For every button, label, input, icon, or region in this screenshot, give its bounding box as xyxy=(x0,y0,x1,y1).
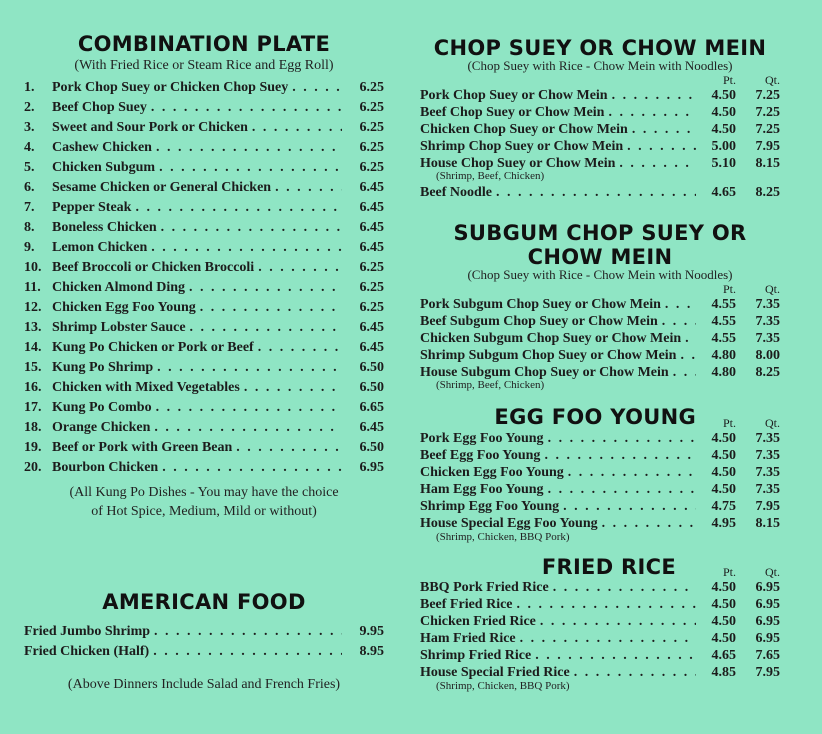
list-item xyxy=(24,622,384,642)
subgum-size-header xyxy=(420,283,780,296)
dot-leader xyxy=(548,481,696,498)
item-price: 6.50 xyxy=(359,360,384,376)
chop-suey-size-header xyxy=(420,74,780,87)
dot-leader xyxy=(161,218,342,238)
item-name: Lemon Chicken xyxy=(52,240,148,256)
item-name: Beef Fried Rice xyxy=(420,596,513,612)
list-item xyxy=(420,515,780,532)
quart-price: 7.65 xyxy=(755,647,780,663)
dot-leader xyxy=(258,338,342,358)
dot-leader xyxy=(619,155,696,172)
item-number: 14. xyxy=(24,340,42,356)
list-item xyxy=(420,138,780,155)
item-number: 15. xyxy=(24,360,42,376)
list-item xyxy=(24,78,384,98)
quart-price: 8.15 xyxy=(755,156,780,172)
quart-price: 6.95 xyxy=(755,596,780,612)
list-item xyxy=(24,178,384,198)
pint-label: Pt. xyxy=(722,73,736,88)
item-price: 6.95 xyxy=(359,460,384,476)
item-name: House Special Fried Rice xyxy=(420,664,570,680)
item-name: Kung Po Shrimp xyxy=(52,360,154,376)
item-name: Fried Jumbo Shrimp xyxy=(24,624,151,640)
item-price: 6.25 xyxy=(359,300,384,316)
dot-leader xyxy=(156,138,342,158)
list-item xyxy=(24,438,384,458)
item-name: Ham Fried Rice xyxy=(420,630,516,646)
egg-foo-young-title: EGG FOO YOUNG xyxy=(494,405,696,430)
item-number: 7. xyxy=(24,200,35,216)
item-price: 6.50 xyxy=(359,440,384,456)
list-item xyxy=(24,318,384,338)
item-price: 6.25 xyxy=(359,280,384,296)
item-name: Chicken Subgum Chop Suey or Chow Mein xyxy=(420,331,682,347)
item-name: BBQ Pork Fried Rice xyxy=(420,579,549,595)
right-column xyxy=(420,0,780,692)
list-item xyxy=(420,430,780,447)
item-price: 6.45 xyxy=(359,420,384,436)
fried-rice-house-note: (Shrimp, Chicken, BBQ Pork) xyxy=(436,679,570,692)
subgum-house-note: (Shrimp, Beef, Chicken) xyxy=(436,379,545,392)
list-item xyxy=(420,184,780,201)
quart-price: 6.95 xyxy=(755,579,780,595)
item-price: 6.45 xyxy=(359,200,384,216)
dot-leader xyxy=(680,347,696,364)
pint-price: 4.50 xyxy=(711,613,736,629)
item-name: Boneless Chicken xyxy=(52,220,157,236)
quart-price: 8.25 xyxy=(755,365,780,381)
dot-leader xyxy=(602,515,696,532)
item-price: 9.95 xyxy=(359,624,384,640)
item-name: House Subgum Chop Suey or Chow Mein xyxy=(420,365,669,381)
pint-label: Pt. xyxy=(722,282,736,297)
pint-price: 4.55 xyxy=(711,297,736,313)
item-number: 1. xyxy=(24,80,35,96)
item-name: Pepper Steak xyxy=(52,200,132,216)
list-item xyxy=(420,121,780,138)
item-number: 20. xyxy=(24,460,42,476)
left-column xyxy=(24,0,384,695)
dot-leader xyxy=(292,78,342,98)
list-item xyxy=(24,378,384,398)
american-food-list xyxy=(24,622,384,662)
dot-leader xyxy=(190,318,342,338)
quart-label: Qt. xyxy=(765,73,780,88)
quart-price: 7.25 xyxy=(755,88,780,104)
combination-plate-subtitle: (With Fried Rice or Steam Rice and Egg Roll) xyxy=(74,58,334,74)
quart-price: 8.25 xyxy=(755,185,780,201)
pint-price: 4.65 xyxy=(711,185,736,201)
pint-price: 4.80 xyxy=(711,348,736,364)
list-item xyxy=(24,398,384,418)
item-name: Beef Egg Foo Young xyxy=(420,447,541,463)
dot-leader xyxy=(162,458,342,478)
list-item xyxy=(420,647,780,664)
list-item xyxy=(420,596,780,613)
egg-foo-young-house-note: (Shrimp, Chicken, BBQ Pork) xyxy=(436,530,570,543)
subgum-subtitle: (Chop Suey with Rice - Chow Mein with Noodles) xyxy=(467,267,733,283)
item-price: 8.95 xyxy=(359,644,384,660)
item-number: 16. xyxy=(24,380,42,396)
quart-price: 7.25 xyxy=(755,122,780,138)
list-item xyxy=(420,481,780,498)
item-price: 6.45 xyxy=(359,320,384,336)
item-name: Shrimp Fried Rice xyxy=(420,647,532,663)
fried-rice-size-header xyxy=(700,566,780,579)
item-number: 13. xyxy=(24,320,42,336)
item-name: Kung Po Combo xyxy=(52,400,152,416)
quart-price: 8.15 xyxy=(755,515,780,531)
item-number: 10. xyxy=(24,260,42,276)
list-item xyxy=(420,498,780,515)
item-name: Ham Egg Foo Young xyxy=(420,481,544,497)
pint-price: 4.50 xyxy=(711,579,736,595)
item-price: 6.25 xyxy=(359,160,384,176)
quart-price: 7.95 xyxy=(755,664,780,680)
item-number: 8. xyxy=(24,220,35,236)
pint-price: 4.50 xyxy=(711,481,736,497)
item-name: Beef or Pork with Green Bean xyxy=(52,440,233,456)
egg-foo-young-header xyxy=(420,405,780,429)
dot-leader xyxy=(236,438,342,458)
list-item xyxy=(24,418,384,438)
dot-leader xyxy=(156,398,342,418)
list-item xyxy=(24,98,384,118)
item-name: Beef Subgum Chop Suey or Chow Mein xyxy=(420,314,658,330)
dot-leader xyxy=(258,258,342,278)
item-number: 11. xyxy=(24,280,41,296)
item-price: 6.45 xyxy=(359,220,384,236)
item-name: House Special Egg Foo Young xyxy=(420,515,598,531)
item-number: 6. xyxy=(24,180,35,196)
pint-price: 5.00 xyxy=(711,139,736,155)
list-item xyxy=(420,447,780,464)
dot-leader xyxy=(662,313,696,330)
item-name: Beef Chop Suey or Chow Mein xyxy=(420,105,605,121)
item-price: 6.25 xyxy=(359,120,384,136)
list-item xyxy=(420,330,780,347)
item-name: Cashew Chicken xyxy=(52,140,152,156)
item-number: 18. xyxy=(24,420,42,436)
beef-noodle-row xyxy=(420,184,780,201)
item-name: Shrimp Chop Suey or Chow Mein xyxy=(420,139,624,155)
list-item xyxy=(24,218,384,238)
item-name: Beef Chop Suey xyxy=(52,100,147,116)
fried-rice-header xyxy=(420,555,780,579)
subgum-title-line-2: CHOW MEIN xyxy=(527,245,673,270)
dot-leader xyxy=(535,647,696,664)
item-name: Shrimp Egg Foo Young xyxy=(420,498,560,514)
pint-price: 4.50 xyxy=(711,447,736,463)
list-item xyxy=(420,664,780,681)
list-item xyxy=(420,347,780,364)
dot-leader xyxy=(200,298,342,318)
pint-price: 4.50 xyxy=(711,630,736,646)
item-number: 19. xyxy=(24,440,42,456)
quart-label: Qt. xyxy=(765,415,780,430)
dot-leader xyxy=(568,464,696,481)
pint-price: 4.65 xyxy=(711,647,736,663)
dot-leader xyxy=(496,184,696,201)
list-item xyxy=(420,87,780,104)
american-food-note: (Above Dinners Include Salad and French Fries) xyxy=(67,677,341,693)
item-name: Beef Broccoli or Chicken Broccoli xyxy=(52,260,255,276)
dot-leader xyxy=(153,642,342,662)
dot-leader xyxy=(540,613,696,630)
item-name: Shrimp Lobster Sauce xyxy=(52,320,186,336)
item-name: Sweet and Sour Pork or Chicken xyxy=(52,120,248,136)
quart-price: 7.25 xyxy=(755,105,780,121)
list-item xyxy=(420,630,780,647)
dot-leader xyxy=(563,498,696,515)
list-item xyxy=(420,579,780,596)
item-price: 6.65 xyxy=(359,400,384,416)
quart-price: 6.95 xyxy=(755,613,780,629)
dot-leader xyxy=(548,430,696,447)
pint-price: 4.85 xyxy=(711,664,736,680)
combination-plate-title: COMBINATION PLATE xyxy=(77,32,331,56)
dot-leader xyxy=(244,378,342,398)
item-price: 6.25 xyxy=(359,140,384,156)
chop-suey-subtitle: (Chop Suey with Rice - Chow Mein with Noodles) xyxy=(467,58,733,74)
quart-price: 7.35 xyxy=(755,430,780,446)
quart-price: 7.35 xyxy=(755,481,780,497)
quart-price: 7.35 xyxy=(755,464,780,480)
dot-leader xyxy=(608,104,696,121)
item-number: 3. xyxy=(24,120,35,136)
chop-suey-house-note: (Shrimp, Beef, Chicken) xyxy=(436,170,545,183)
dot-leader xyxy=(553,579,696,596)
item-price: 6.25 xyxy=(359,80,384,96)
item-name: Chicken Subgum xyxy=(52,160,156,176)
dot-leader xyxy=(665,296,696,313)
quart-label: Qt. xyxy=(765,282,780,297)
pint-price: 4.50 xyxy=(711,596,736,612)
list-item xyxy=(24,298,384,318)
quart-label: Qt. xyxy=(765,564,780,579)
chop-suey-list xyxy=(420,87,780,172)
combination-plate-list xyxy=(24,78,384,478)
list-item xyxy=(24,458,384,478)
item-name: Kung Po Chicken or Pork or Beef xyxy=(52,340,254,356)
dot-leader xyxy=(685,330,696,347)
item-name: Chicken Almond Ding xyxy=(52,280,186,296)
egg-foo-young-list xyxy=(420,430,780,532)
item-number: 2. xyxy=(24,100,35,116)
pint-price: 5.10 xyxy=(711,156,736,172)
pint-price: 4.55 xyxy=(711,331,736,347)
american-food-title: AMERICAN FOOD xyxy=(102,589,306,614)
dot-leader xyxy=(612,87,696,104)
item-name: Shrimp Subgum Chop Suey or Chow Mein xyxy=(420,348,677,364)
item-name: Chicken Egg Foo Young xyxy=(52,300,196,316)
quart-price: 8.00 xyxy=(755,348,780,364)
dot-leader xyxy=(673,364,696,381)
dot-leader xyxy=(252,118,342,138)
pint-label: Pt. xyxy=(722,564,736,579)
pint-price: 4.75 xyxy=(711,498,736,514)
list-item xyxy=(24,198,384,218)
list-item xyxy=(24,338,384,358)
item-price: 6.25 xyxy=(359,100,384,116)
dot-leader xyxy=(627,138,696,155)
dot-leader xyxy=(544,447,696,464)
item-name: Fried Chicken (Half) xyxy=(24,644,150,660)
item-number: 4. xyxy=(24,140,35,156)
dot-leader xyxy=(135,198,342,218)
item-price: 6.45 xyxy=(359,340,384,356)
dot-leader xyxy=(154,622,342,642)
kung-po-note-line-2: of Hot Spice, Medium, Mild or without) xyxy=(91,504,317,520)
fried-rice-list xyxy=(420,579,780,681)
fried-rice-title: FRIED RICE xyxy=(541,554,676,579)
list-item xyxy=(24,358,384,378)
list-item xyxy=(24,642,384,662)
quart-price: 6.95 xyxy=(755,630,780,646)
kung-po-note xyxy=(24,484,384,522)
list-item xyxy=(420,464,780,481)
list-item xyxy=(420,613,780,630)
item-name: Sesame Chicken or General Chicken xyxy=(52,180,272,196)
dot-leader xyxy=(159,158,342,178)
pint-price: 4.80 xyxy=(711,365,736,381)
item-name: Pork Chop Suey or Chicken Chop Suey xyxy=(52,80,289,96)
item-name: Orange Chicken xyxy=(52,420,151,436)
list-item xyxy=(24,158,384,178)
kung-po-note-line-1: (All Kung Po Dishes - You may have the choice xyxy=(69,485,339,501)
quart-price: 7.35 xyxy=(755,314,780,330)
item-number: 17. xyxy=(24,400,42,416)
quart-price: 7.35 xyxy=(755,331,780,347)
dot-leader xyxy=(189,278,342,298)
list-item xyxy=(420,313,780,330)
pint-price: 4.55 xyxy=(711,314,736,330)
dot-leader xyxy=(151,238,342,258)
item-name: Chicken Egg Foo Young xyxy=(420,464,564,480)
item-number: 5. xyxy=(24,160,35,176)
item-name: Pork Chop Suey or Chow Mein xyxy=(420,88,608,104)
dot-leader xyxy=(520,630,696,647)
pint-price: 4.50 xyxy=(711,88,736,104)
pint-price: 4.50 xyxy=(711,122,736,138)
item-name: Beef Noodle xyxy=(420,185,492,201)
quart-price: 7.35 xyxy=(755,447,780,463)
pint-price: 4.50 xyxy=(711,105,736,121)
egg-foo-young-size-header xyxy=(700,417,780,430)
quart-price: 7.95 xyxy=(755,139,780,155)
list-item xyxy=(24,258,384,278)
pint-price: 4.95 xyxy=(711,515,736,531)
dot-leader xyxy=(154,418,342,438)
quart-price: 7.95 xyxy=(755,498,780,514)
item-price: 6.45 xyxy=(359,180,384,196)
list-item xyxy=(24,118,384,138)
dot-leader xyxy=(275,178,342,198)
dot-leader xyxy=(157,358,342,378)
subgum-list xyxy=(420,296,780,381)
pint-price: 4.50 xyxy=(711,464,736,480)
item-name: Chicken with Mixed Vegetables xyxy=(52,380,240,396)
item-name: Bourbon Chicken xyxy=(52,460,159,476)
item-price: 6.25 xyxy=(359,260,384,276)
dot-leader xyxy=(517,596,696,613)
chop-suey-title: CHOP SUEY OR CHOW MEIN xyxy=(433,36,767,60)
item-name: Chicken Fried Rice xyxy=(420,613,536,629)
item-name: House Chop Suey or Chow Mein xyxy=(420,156,616,172)
dot-leader xyxy=(574,664,696,681)
pint-price: 4.50 xyxy=(711,430,736,446)
item-name: Pork Egg Foo Young xyxy=(420,430,544,446)
list-item xyxy=(24,278,384,298)
list-item xyxy=(24,238,384,258)
item-price: 6.50 xyxy=(359,380,384,396)
item-number: 9. xyxy=(24,240,35,256)
item-name: Pork Subgum Chop Suey or Chow Mein xyxy=(420,297,661,313)
pint-label: Pt. xyxy=(722,415,736,430)
list-item xyxy=(420,296,780,313)
list-item xyxy=(420,104,780,121)
dot-leader xyxy=(151,98,342,118)
item-number: 12. xyxy=(24,300,42,316)
list-item xyxy=(24,138,384,158)
subgum-title-line-1: SUBGUM CHOP SUEY OR xyxy=(453,221,747,246)
item-price: 6.45 xyxy=(359,240,384,256)
item-name: Chicken Chop Suey or Chow Mein xyxy=(420,122,628,138)
quart-price: 7.35 xyxy=(755,297,780,313)
dot-leader xyxy=(632,121,696,138)
